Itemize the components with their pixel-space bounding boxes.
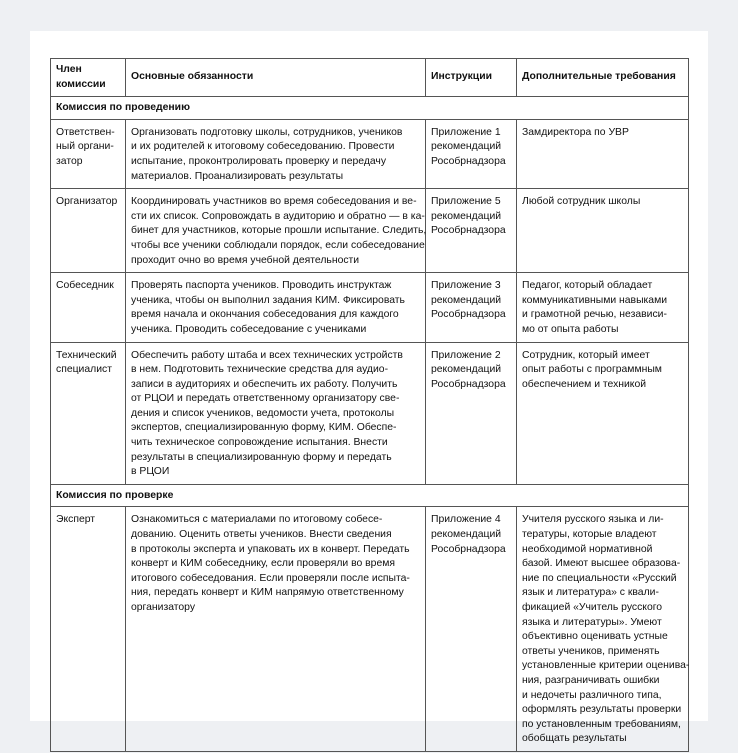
duties-cell: Ознакомиться с материалами по итоговому собесе- дованию. Оценить ответы учеников. Внести сведения в протоколы эксперта и упаковать их в конверт. Передать конверт и КИМ собеседнику, если проверяли во время итогового собеседования. Если проверяли после испыта- ния, передать конверт и КИМ напрямую ответственному организатору xyxy=(126,507,426,752)
duties-cell: Обеспечить работу штаба и всех технических устройств в нем. Подготовить технические средства для аудио- записи в аудиториях и обеспечить их работу. Получить от РЦОИ и передать ответственному организатору све- дения и список учеников, ведомости учета, протоколы экспертов, специализированную форму, КИМ. Обеспе- чить техническое сопровождение испытания. Внести результаты в специализированную форму и передать в РЦОИ xyxy=(126,342,426,484)
requirements-cell: Педагог, который обладает коммуникативными навыками и грамотной речью, независи- мо от опыта работы xyxy=(517,273,689,342)
requirements-cell: Учителя русского языка и ли- тературы, которые владеют необходимой нормативной базой. Имеют высшее образова- ние по специальности «Русский язык и литература» с квали- фикацией «Учитель русского языка и литературы». Умеют объективно оценивать устные ответы учеников, применять установленные критерии оценива- ния, разграничивать ошибки и недочеты различного типа, оформлять результаты проверки по установленным требованиям, обобщать результаты xyxy=(517,507,689,752)
header-duties: Основные обязанности xyxy=(126,59,426,97)
header-member: Член комиссии xyxy=(51,59,126,97)
section-row xyxy=(51,97,689,120)
requirements-cell: Любой сотрудник школы xyxy=(517,189,689,273)
commission-table xyxy=(50,58,689,752)
duties-cell: Проверять паспорта учеников. Проводить инструктаж ученика, чтобы он выполнил задания КИМ. Фиксировать время начала и окончания собеседования для каждого ученика. Проводить собеседование с учениками xyxy=(126,273,426,342)
requirements-cell: Замдиректора по УВР xyxy=(517,119,689,188)
table-row xyxy=(51,189,689,273)
table-row xyxy=(51,342,689,484)
instructions-cell: Приложение 5 рекомендаций Рособрнадзора xyxy=(426,189,517,273)
member-cell: Технический специалист xyxy=(51,342,126,484)
member-cell: Эксперт xyxy=(51,507,126,752)
member-cell: Организатор xyxy=(51,189,126,273)
requirements-cell: Сотрудник, который имеет опыт работы с программным обеспечением и техникой xyxy=(517,342,689,484)
section-title: Комиссия по проведению xyxy=(51,97,689,120)
instructions-cell: Приложение 2 рекомендаций Рособрнадзора xyxy=(426,342,517,484)
header-requirements: Дополнительные требования xyxy=(517,59,689,97)
instructions-cell: Приложение 1 рекомендаций Рособрнадзора xyxy=(426,119,517,188)
member-cell: Собеседник xyxy=(51,273,126,342)
instructions-cell: Приложение 3 рекомендаций Рособрнадзора xyxy=(426,273,517,342)
table-header-row xyxy=(51,59,689,97)
duties-cell: Координировать участников во время собеседования и ве- сти их список. Сопровождать в аудиторию и обратно — в ка- бинет для участников, которые прошли испытание. Следить, чтобы все ученики соблюдали порядок, если собеседование проходит очно во время учебной деятельности xyxy=(126,189,426,273)
document-page xyxy=(30,31,708,745)
member-cell: Ответствен- ный органи- затор xyxy=(51,119,126,188)
table-row xyxy=(51,273,689,342)
section-title: Комиссия по проверке xyxy=(51,484,689,507)
table-body xyxy=(51,97,689,752)
instructions-cell: Приложение 4 рекомендаций Рособрнадзора xyxy=(426,507,517,752)
header-instructions: Инструкции xyxy=(426,59,517,97)
table-row xyxy=(51,119,689,188)
duties-cell: Организовать подготовку школы, сотрудников, учеников и их родителей к итоговому собеседованию. Провести испытание, проконтролировать проверку и передачу материалов. Проанализировать результаты xyxy=(126,119,426,188)
table-row xyxy=(51,507,689,752)
section-row xyxy=(51,484,689,507)
